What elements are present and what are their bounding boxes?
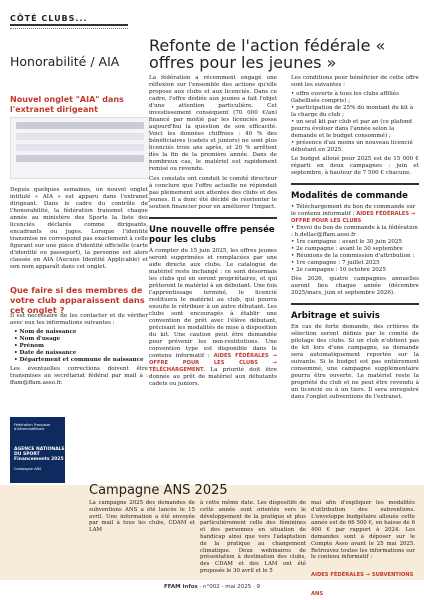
ans-box-text-1: La campagne 2025 des demandes de subventions ANS a été lancée le 15 avril. Une information a été envoyée par mail à tous les clubs, CDAM et LAM [89,500,195,534]
ad-line-3: Campagne ANS [14,467,42,471]
main-column-2 [291,75,419,401]
ad-line-2: AGENCE NATIONALE DU SPORT Financements 2025 [14,447,65,462]
section-rule [10,24,128,26]
shot-row [16,122,144,129]
list-item-text: Téléchargement du bon de commande sur le contenu informatif : [291,204,416,217]
col2-separator-1 [291,183,419,185]
ans-box-text-3: mai afin d'expliquer les modalités d'attribution des subventions. L'enveloppe budgétaire allouée cette année est de 66 500 €, en baisse de 6 400 € par rapport à 2024. Les demandes sont à déposer sur le Compte Asso avant le 25 mai 2025. Retrouvez toutes les informations sur le contenu informatif : [311,500,415,561]
col1-subheading: Une nouvelle offre pensée pour les clubs [149,225,275,245]
left-paragraph-1: Depuis quelques semaines, un nouvel onglet intitulé « AIA » est apparu dans l'extranet dirigeant. Dans le cadre du contrôle de l'honorabilité, la fédération transmet chaque année au ministère des Sports la liste des licenciés déclarés comme dirigeants, encadrants ou juges. Lorsque l'identité transmise ne correspond pas exactement à celle figurant sur une pièce d'identité officielle (carte d'identité ou passeport), la personne est alors classée en AIA (Aucune Identité Applicable) et son nom apparaît dans cet onglet. [10,187,148,270]
col2-paragraph-1: Les conditions pour bénéficier de cette offre sont les suivantes : [291,75,419,88]
left-title-text: Honorabilité / AIA [10,54,120,69]
list-item: • un seul kit par club et par an (ce plafond pourra évoluer dans l'année selon la demande et le budget consommé) ; [291,119,419,140]
col1-paragraph-3-text: À compter du 15 juin 2025, les offres jeunes seront supprimées et remplacées par une aide directe aux clubs. Le catalogue de matériel reste inchangé : ce sont désormais les clubs qui en seront propriétaires, et qui prêteront le matériel à un débutant. Une fois l'apprentissage terminé, le licencié restituera le matériel au club, qui pourra ensuite le rétribuer à un autre débutant. Les clubs sont encouragés à établir une convention de prêt avec l'élève débutant, précisant les modalités de mise à disposition du kit. Une caution peut être demandée pour prévenir les non-restitutions. Une convention type est disponible dans le contenu informatif : [149,248,277,359]
identity-list [14,329,148,364]
list-item: • Date de naissance [14,350,148,357]
list-item: • Prénom [14,343,148,350]
list-item: • participation de 25% du montant du kit à la charge du club ; [291,105,419,119]
ad-line-1: Fédération Française d'Aéromodélisme [14,423,51,431]
main-article-title: Refonte de l'action fédérale « offres pour les jeunes » [149,36,386,72]
shot-row [16,155,144,162]
ans-ad-image [10,417,65,483]
list-item: • Nom de naissance [14,329,148,336]
list-item: • Envoi du bon de commande à la fédération : h.dellac@ffam.asso.fr [291,225,419,239]
extranet-screenshot [10,117,150,179]
list-item [291,204,419,225]
shot-row [16,133,144,140]
ans-box-link[interactable]: AIDES FÉDÉRALES → SUBVENTIONS ANS [311,572,414,598]
left-block-2 [10,313,148,387]
main-column-1 [149,75,277,388]
list-item: • Nom d'usage [14,336,148,343]
col1-paragraph-1: La fédération a récemment engagé une réflexion sur l'ensemble des actions qu'elle propose aux clubs et aux licenciés. Dans ce cadre, l'offre dédiée aux jeunes a fait l'objet d'une attention particulière. Cet investissement conséquent (70 000 €/an) financé par moitié par les licenciés posse aujourd'hui la question de son efficacité. Voici les données chiffrées : 40 % des bénéficiaires (cadets et juniors) ne sont plus licenciés trois ans après, et 20 % arrêtent dès la fin de la première année. Dans de nombreux cas, le matériel est rapidement remisé ou revendu. [149,75,277,172]
left-paragraph-3: Les éventuelles corrections doivent être transmises au secrétariat fédéral par mail à : ffam@ffam.asso.fr. [10,366,148,386]
list-item: • 1re campagne : avant le 30 juin 2025 [291,239,419,246]
list-item: • 1re campagne : 7 juillet 2025 [291,260,419,267]
footer-issue: n°002 - mai 2025 [203,584,252,590]
ans-box-column-2 [200,500,306,575]
left-paragraph-2: Il est nécessaire de les contacter et de vérifier avec eux les informations suivantes : [10,313,148,326]
section-dotted-rule [10,28,128,29]
ans-box-column-1 [89,500,195,534]
col1-separator [149,217,277,219]
col1-paragraph-4-text: . La priorité doit être donnée au prêt de matériel aux débutants cadets ou juniors. [149,367,277,387]
col2-link[interactable]: AIDES FÉDÉRALES → OFFRE POUR LES CLUBS [291,211,416,224]
onglet-heading: Nouvel onglet "AIA" dans l'extranet dirigeant [10,95,124,114]
col1-paragraph-3 [149,248,277,388]
col2-paragraph-3: Dès 2026, quatre campagnes annuelles auront lieu chaque année (décembre 2025/mars, juin et septembre 2026). [291,276,419,296]
list-item: • Département et commune de naissance [14,357,148,364]
col2-subheading-1: Modalités de commande [291,191,408,201]
list-item: • 2e campagne : avant le 30 septembre [291,246,419,253]
left-article-title [10,54,119,69]
col1-paragraph-2: Ces constats ont conduit le comité directeur à conclure que l'offre actuelle ne répondait pas pleinement aux attentes des clubs et des jeunes. Il a donc été décidé de réorienter le soutien financier pour en améliorer l'impact. [149,176,277,210]
membres-heading: Que faire si des membres de votre club apparaissent dans cet onglet ? [10,285,145,315]
list-item: • 2e campagne : 10 octobre 2025 [291,267,419,274]
col1-link[interactable]: AIDES FÉDÉRALES → OFFRE POUR LES CLUBS → TÉLÉCHARGEMENT [149,353,277,373]
footer-brand: FFAM infos [164,584,198,590]
page-number: 9 [256,584,260,590]
col2-paragraph-4: En cas de forte demande, des critères de sélection seront définis par le comité de pilotage des clubs. Si un club n'obtient pas de kit lors d'une campagne, sa demande sera automatiquement reportée sur la suivante. Si le budget est pas entièrement consommé, une campagne supplémentaire pourra être ouverte. Le matériel reste la propriété du club et ne peut être revendu à un licencié ou à un tiers. Il sera enregistré dans l'onglet subventions de l'extranet. [291,324,419,400]
ans-box-title: Campagne ANS 2025 [89,483,228,498]
page-footer: FFAM infos · n°002 - mai 2025 · 9 [164,584,260,590]
conditions-list [291,91,419,154]
list-item: • Réunions de la commission d'attribution : [291,253,419,260]
col2-separator-2 [291,303,419,305]
col2-subheading-2: Arbitrage et suivis [291,311,380,321]
section-tag: CÔTÉ CLUBS... [10,14,88,23]
ans-box-text-2: à cette même date. Les dispositifs de cette année sont orientés vers le développement de la pratique et plus particulièrement celle des féminines et des personnes en situation de handicap ainsi que vers l'adaptation de la pratique au changement climatique. Deux webinaires de présentation à destination des clubs, des CDAM et des LAM ont été proposés le 30 avril et le 5 [200,500,306,574]
col2-paragraph-2: Le budget alloué pour 2025 est de 15 000 € réparti en deux campagnes : juin et septembre, à hauteur de 7 500 € chacune. [291,156,419,176]
list-item: • présence d'au moins un nouveau licencié débutant en 2025. [291,140,419,154]
list-item: • offre ouverte à tous les clubs affiliés (labellisés compris) ; [291,91,419,105]
commande-list [291,204,419,274]
shot-row [16,144,144,151]
